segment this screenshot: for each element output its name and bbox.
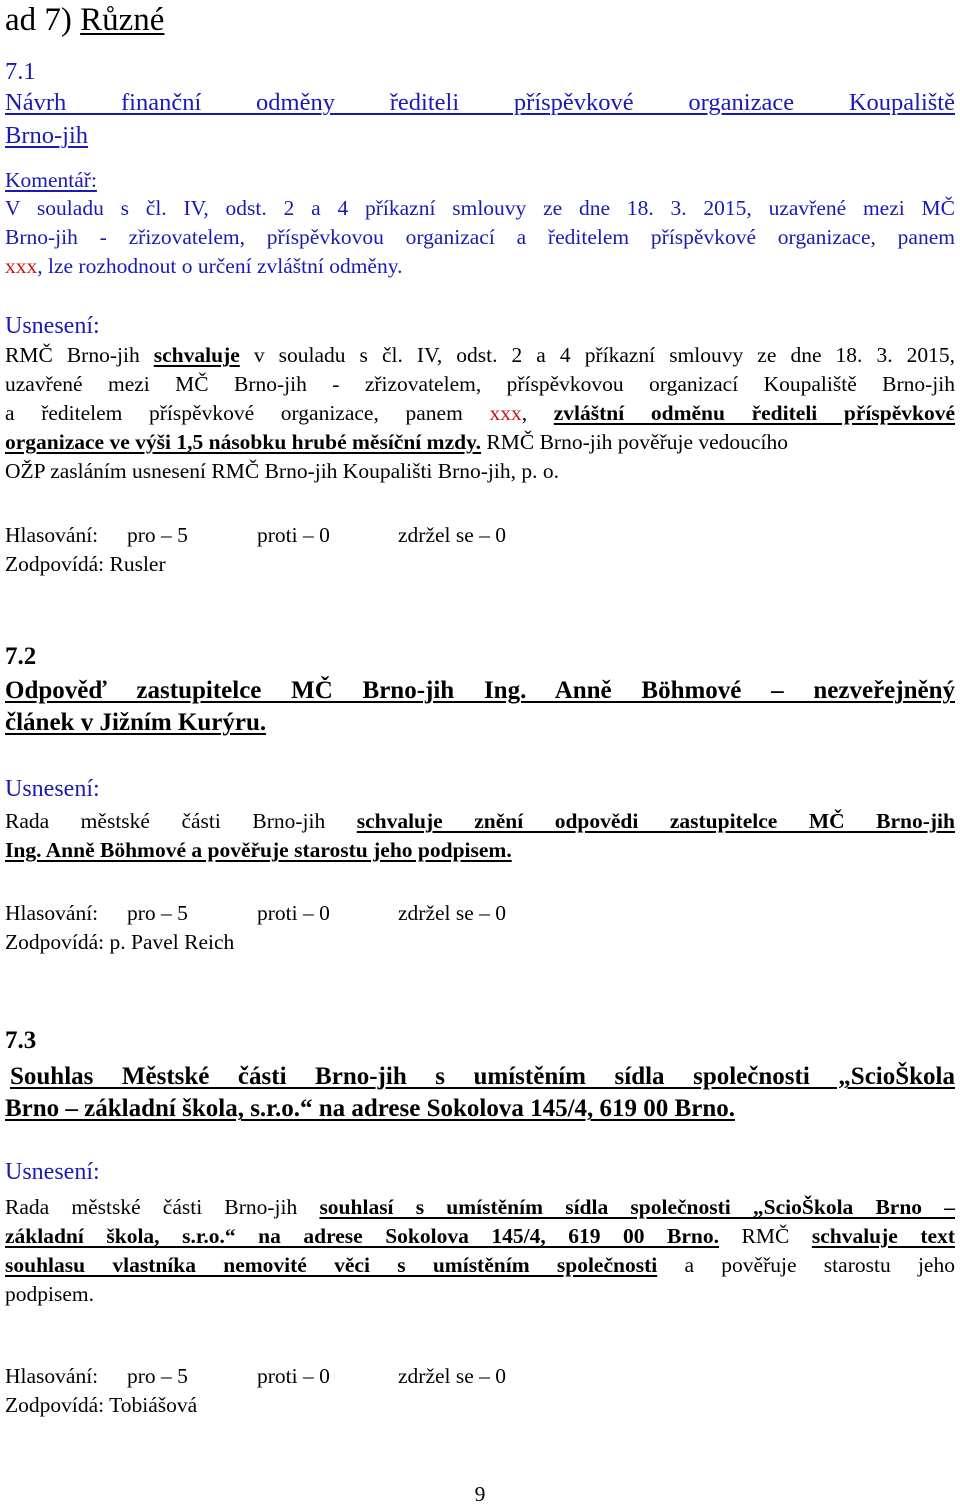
vote-label: Hlasování: <box>5 901 99 925</box>
vote-pro: pro – 5 <box>127 1364 188 1388</box>
item-title-line: článek v Jižním Kurýru. <box>5 709 267 736</box>
responsible: Zodpovídá: Rusler <box>5 552 166 576</box>
resolution-label: Usnesení: <box>5 313 100 339</box>
page-number: 9 <box>474 1482 486 1506</box>
vote-pro: pro – 5 <box>127 901 188 925</box>
vote-proti: proti – 0 <box>257 901 330 925</box>
resolution-line: uzavřené mezi MČ Brno-jih - zřizovatelem, příspěvkovou organizací Koupaliště Brno-jih <box>5 372 955 396</box>
resolution-line: Rada městské části Brno-jih schvaluje znění odpovědi zastupitelce MČ Brno-jih <box>5 809 955 833</box>
resolution-line: Ing. Anně Böhmové a pověřuje starostu jeho podpisem. <box>5 838 512 862</box>
comment-line: Brno-jih - zřizovatelem, příspěvkovou organizací a ředitelem příspěvkové organizace, panem <box>5 225 955 249</box>
item-number: 7.3 <box>5 1027 37 1054</box>
resolution-line: RMČ Brno-jih schvaluje v souladu s čl. IV, odst. 2 a 4 příkazní smlouvy ze dne 18. 3. 2015, <box>5 343 956 367</box>
item-number: 7.1 <box>5 58 36 85</box>
resolution-line: podpisem. <box>5 1282 94 1306</box>
vote-pro: pro – 5 <box>127 523 188 547</box>
vote-abstain: zdržel se – 0 <box>398 1364 507 1388</box>
vote-label: Hlasování: <box>5 523 99 547</box>
resolution-line: souhlasu vlastníka nemovité věci s umístěním společnosti a pověřuje starostu jeho <box>5 1253 955 1277</box>
resolution-line: organizace ve výši 1,5 násobku hrubé měsíční mzdy. RMČ Brno-jih pověřuje vedoucího <box>5 430 788 454</box>
vote-abstain: zdržel se – 0 <box>398 901 507 925</box>
vote-label: Hlasování: <box>5 1364 99 1388</box>
redacted-name: xxx <box>5 254 38 278</box>
comment-label: Komentář: <box>5 168 97 192</box>
vote-line <box>5 1362 506 1391</box>
responsible: Zodpovídá: p. Pavel Reich <box>5 930 235 954</box>
section-heading <box>5 0 164 40</box>
vote-line <box>5 899 506 928</box>
section-prefix: ad 7) <box>5 2 81 38</box>
resolution-label: Usnesení: <box>5 1159 100 1185</box>
comment-line: xxx, lze rozhodnout o určení zvláštní odměny. <box>5 254 403 278</box>
comment-line: V souladu s čl. IV, odst. 2 a 4 příkazní smlouvy ze dne 18. 3. 2015, uzavřené mezi MČ <box>5 196 955 220</box>
resolution-line: OŽP zasláním usnesení RMČ Brno-jih Koupališti Brno-jih, p. o. <box>5 459 559 483</box>
vote-abstain: zdržel se – 0 <box>398 523 507 547</box>
vote-proti: proti – 0 <box>257 523 330 547</box>
item-number: 7.2 <box>5 643 37 670</box>
redacted-name: xxx <box>489 401 522 425</box>
vote-line <box>5 521 506 550</box>
resolution-line: a ředitelem příspěvkové organizace, panem xxx, zvláštní odměnu řediteli příspěvkové <box>5 401 956 425</box>
item-title-line: Odpověď zastupitelce MČ Brno-jih Ing. Anně Böhmové – nezveřejněný <box>5 677 955 704</box>
resolution-line: základní škola, s.r.o.“ na adrese Sokolova 145/4, 619 00 Brno. RMČ schvaluje text <box>5 1224 955 1248</box>
responsible: Zodpovídá: Tobiášová <box>5 1393 198 1417</box>
item-title-line: Brno – základní škola, s.r.o.“ na adrese Sokolova 145/4, 619 00 Brno. <box>5 1095 735 1122</box>
section-title: Různé <box>80 2 165 38</box>
resolution-label: Usnesení: <box>5 776 100 802</box>
item-title-line: Brno-jih <box>5 122 89 149</box>
resolution-line: Rada městské části Brno-jih souhlasí s umístěním sídla společnosti „ScioŠkola Brno – <box>5 1195 955 1219</box>
item-title-line: Souhlas Městské části Brno-jih s umístěním sídla společnosti „ScioŠkola <box>10 1063 955 1090</box>
item-title-line: Návrh finanční odměny řediteli příspěvkové organizace Koupaliště <box>5 89 955 116</box>
vote-proti: proti – 0 <box>257 1364 330 1388</box>
